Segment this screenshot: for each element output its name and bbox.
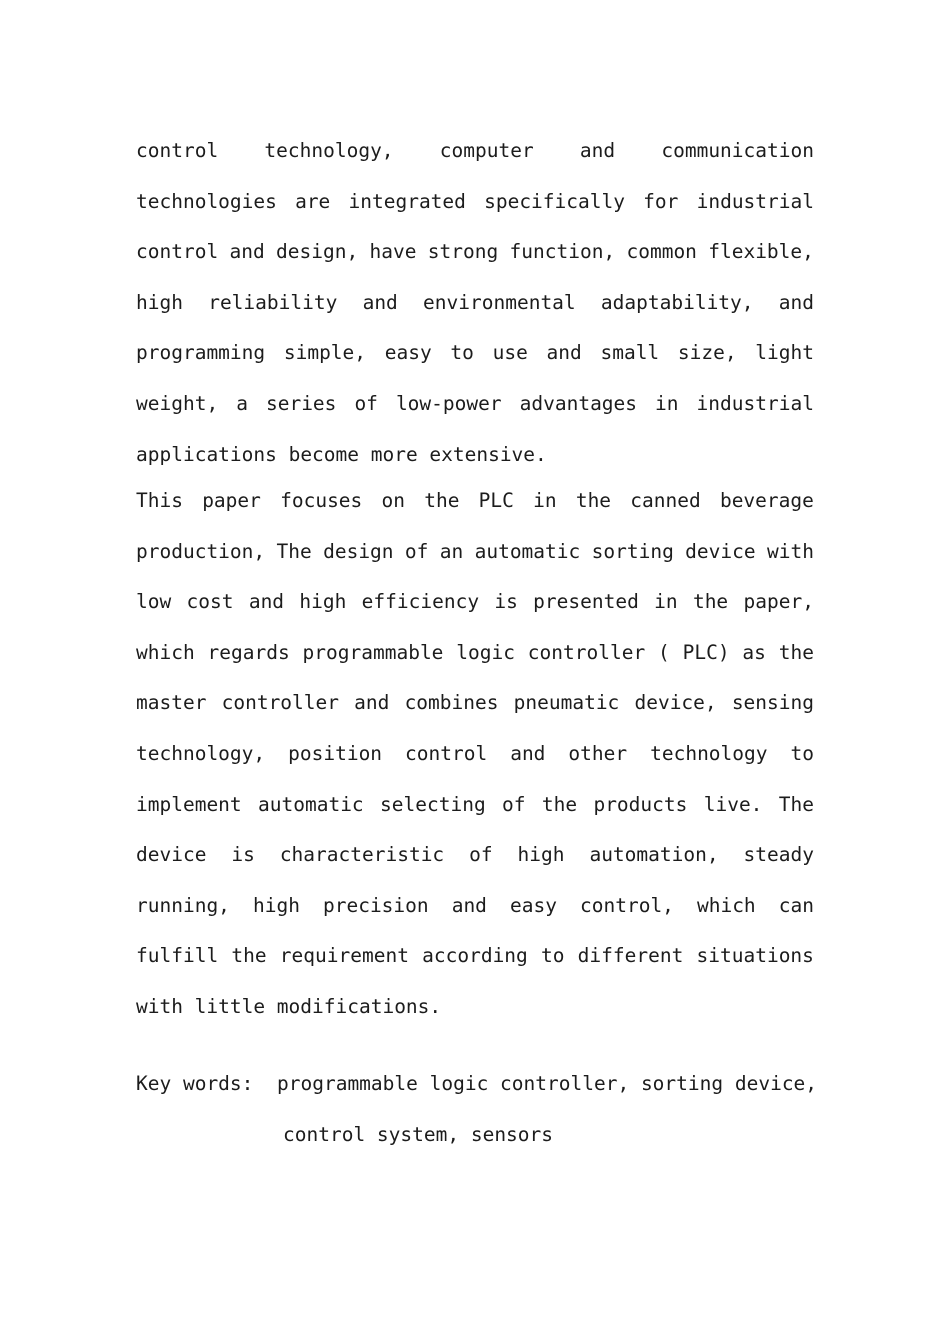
word: programmable: [302, 640, 444, 664]
word: have: [369, 240, 417, 264]
text-line: [136, 227, 814, 278]
word: to: [450, 341, 474, 365]
word: the: [424, 489, 460, 512]
word: use: [492, 341, 528, 365]
word: strong: [427, 240, 499, 264]
word: high: [517, 843, 565, 867]
word: live.: [703, 792, 763, 816]
word: steady: [743, 843, 814, 867]
word: size,: [677, 341, 737, 365]
word: light: [755, 341, 814, 365]
word: requirement: [279, 944, 409, 968]
word: according: [422, 944, 528, 968]
word: and: [248, 590, 285, 614]
word: advantages: [519, 391, 638, 415]
word: series: [265, 391, 337, 415]
word: control: [405, 741, 488, 765]
word: and: [354, 691, 390, 715]
word: which: [136, 640, 195, 664]
text-line: [136, 328, 814, 379]
word: position: [288, 741, 383, 765]
word: technology,: [264, 139, 394, 162]
word: small: [600, 341, 660, 365]
word: products: [593, 792, 688, 816]
word: technology: [650, 741, 768, 765]
word: controller: [527, 640, 646, 664]
word: as: [742, 640, 766, 664]
text-line: [136, 881, 814, 932]
word: technologies: [136, 189, 277, 213]
word: fulfill: [136, 944, 219, 968]
word: weight,: [136, 391, 219, 415]
text-line: [136, 527, 814, 578]
word: simple,: [283, 341, 367, 365]
word: automatic: [474, 539, 581, 563]
word: high: [136, 290, 183, 314]
word: and: [510, 741, 546, 765]
word: regards: [207, 640, 290, 664]
word: industrial: [696, 391, 814, 415]
word: (: [658, 640, 670, 664]
text-line: [136, 729, 814, 780]
word: flexible,: [708, 240, 814, 264]
word: easy: [509, 893, 557, 917]
text-line: [136, 931, 814, 982]
word: a: [236, 391, 248, 415]
word: modifications.: [276, 994, 442, 1018]
word: with: [136, 994, 183, 1018]
word: sensing: [731, 691, 814, 715]
word: common: [626, 240, 697, 264]
word: The: [276, 539, 312, 563]
word: can: [778, 893, 814, 917]
word: high: [299, 590, 347, 614]
word: design,: [276, 240, 359, 264]
word: the: [231, 944, 267, 968]
word: to: [540, 944, 565, 968]
word: logic: [456, 640, 515, 664]
keywords-line-1: [136, 1059, 836, 1109]
word: other: [568, 741, 628, 765]
word: the: [541, 792, 578, 816]
word: of: [354, 391, 378, 415]
text-line: [136, 982, 814, 1033]
word: in: [533, 489, 557, 512]
word: and: [778, 290, 814, 314]
word: the: [778, 640, 814, 664]
text-line: [136, 476, 814, 527]
text-line: [136, 830, 814, 881]
word: communication: [661, 139, 814, 162]
word: is: [494, 590, 518, 614]
word: reliability: [208, 290, 338, 314]
keywords-line-2: [283, 1110, 950, 1160]
word: and: [362, 290, 398, 314]
keywords-text-2: control system, sensors: [283, 1123, 554, 1146]
paragraph-1: [136, 126, 814, 480]
word: device: [136, 843, 207, 867]
word: characteristic: [279, 843, 445, 867]
text-line: [136, 577, 814, 628]
word: low-power: [395, 391, 502, 415]
text-line: [136, 379, 814, 430]
word: device,: [634, 691, 717, 715]
word: high: [252, 893, 300, 917]
word: little: [194, 994, 266, 1018]
word: PLC: [478, 489, 514, 512]
word: adaptability,: [600, 290, 754, 314]
word: low: [136, 590, 172, 614]
word: control: [136, 240, 219, 264]
word: an: [439, 539, 464, 563]
word: of: [502, 792, 526, 816]
word: and: [451, 893, 487, 917]
word: This: [136, 489, 183, 512]
word: automation,: [589, 843, 719, 867]
keywords-label: Key words:: [136, 1072, 254, 1095]
word: in: [654, 590, 678, 614]
word: computer: [439, 139, 534, 162]
word: more: [370, 442, 418, 466]
word: integrated: [348, 189, 466, 213]
word: presented: [533, 590, 639, 614]
word: for: [643, 189, 679, 213]
text-line: [136, 678, 814, 729]
word: the: [575, 489, 612, 512]
text-line: [136, 628, 814, 679]
text-line: [136, 126, 814, 177]
word: function,: [509, 240, 616, 264]
word: situations: [696, 944, 814, 968]
word: is: [231, 843, 255, 867]
word: technology,: [136, 741, 266, 765]
word: extensive.: [429, 442, 547, 466]
word: environmental: [423, 290, 576, 314]
word: beverage: [719, 489, 814, 512]
word: The: [778, 792, 814, 816]
paragraph-2: [136, 476, 814, 1033]
word: canned: [630, 489, 701, 512]
word: on: [381, 489, 405, 512]
word: controller: [221, 691, 340, 715]
word: control,: [580, 893, 674, 917]
word: industrial: [696, 189, 814, 213]
word: specifically: [484, 189, 625, 213]
text-line: [136, 177, 814, 228]
word: and: [579, 139, 616, 162]
word: PLC): [682, 640, 730, 664]
word: and: [546, 341, 582, 365]
word: precision: [322, 893, 429, 917]
keywords-text-1: programmable logic controller, sorting device,: [277, 1072, 818, 1095]
word: master: [136, 691, 207, 715]
word: with: [766, 539, 814, 563]
word: which: [696, 893, 756, 917]
word: different: [577, 944, 684, 968]
word: pneumatic: [513, 691, 620, 715]
word: are: [295, 189, 331, 213]
word: applications: [136, 442, 277, 466]
text-line: [136, 780, 814, 831]
word: easy: [384, 341, 432, 365]
word: to: [790, 741, 814, 765]
word: become: [288, 442, 360, 466]
word: paper,: [743, 590, 814, 614]
word: of: [404, 539, 429, 563]
word: in: [655, 391, 679, 415]
word: focuses: [280, 489, 363, 512]
word: cost: [186, 590, 234, 614]
word: efficiency: [361, 590, 480, 614]
word: design: [323, 539, 394, 563]
word: and: [229, 240, 265, 264]
text-line: [136, 278, 814, 329]
word: of: [469, 843, 493, 867]
word: programming: [136, 341, 266, 365]
word: running,: [136, 893, 230, 917]
word: the: [692, 590, 729, 614]
word: automatic: [258, 792, 364, 816]
word: device: [685, 539, 756, 563]
word: sorting: [591, 539, 674, 563]
word: paper: [202, 489, 261, 512]
word: selecting: [380, 792, 486, 816]
word: control: [136, 139, 219, 162]
word: production,: [136, 539, 266, 563]
text-line: [136, 430, 814, 481]
word: implement: [136, 792, 242, 816]
word: combines: [404, 691, 499, 715]
